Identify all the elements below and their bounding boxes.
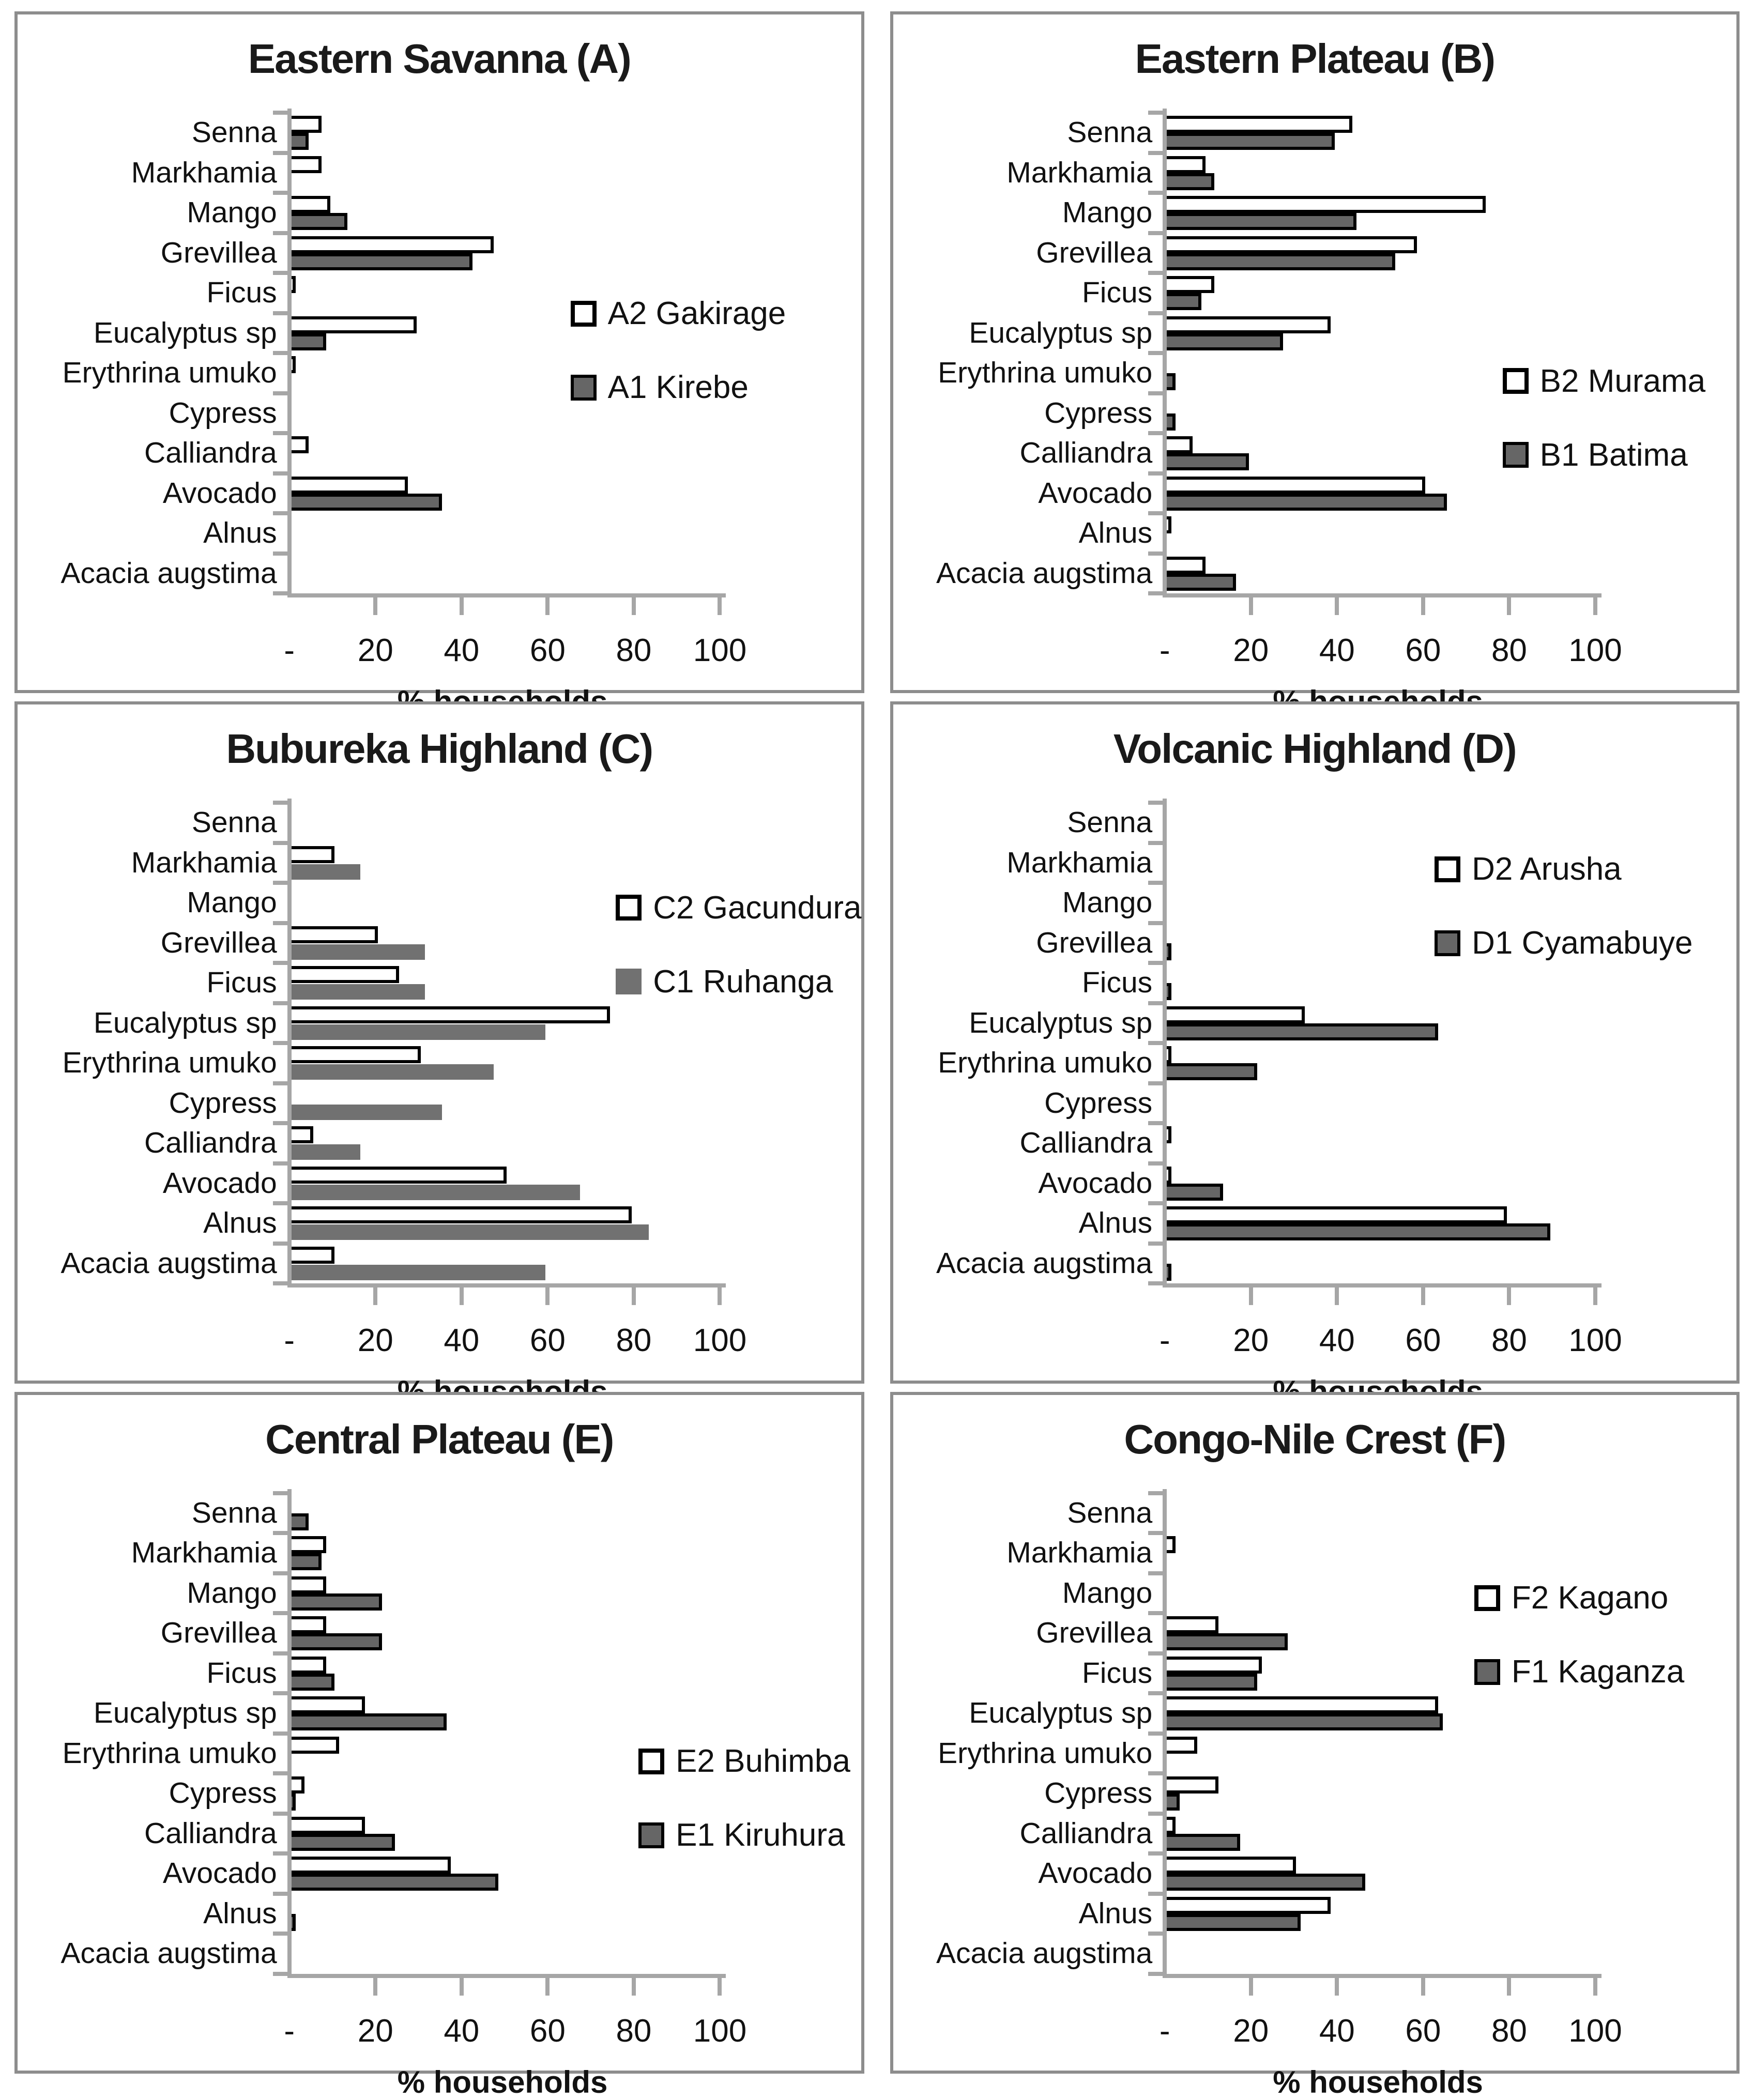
x-tick-label: 60 (529, 2013, 566, 2049)
category-label: Cypress (1044, 1086, 1153, 1120)
category-tick (1148, 1691, 1163, 1695)
x-tick (1421, 1287, 1425, 1305)
x-tick-label: 20 (1233, 1323, 1269, 1359)
legend-swatch-gray-icon (638, 1822, 664, 1848)
category-label: Erythrina umuko (938, 1736, 1153, 1770)
category-tick (1148, 311, 1163, 315)
category-label: Mango (187, 886, 277, 919)
category-tick (273, 151, 287, 155)
x-tick (1507, 1287, 1511, 1305)
x-tick (545, 597, 550, 615)
category-tick (1148, 1972, 1163, 1976)
category-label: Markhamia (1006, 846, 1153, 879)
category-axis-line (1163, 1489, 1167, 1978)
legend-label: A2 Gakirage (607, 296, 786, 332)
category-label: Ficus (206, 276, 277, 309)
legend-swatch-white-icon (638, 1749, 664, 1774)
x-tick (460, 1287, 464, 1305)
category-label: Calliandra (144, 1126, 277, 1160)
category-tick (1148, 1812, 1163, 1816)
category-tick (273, 1691, 287, 1695)
x-tick-label: - (1159, 1323, 1170, 1359)
category-label: Grevillea (1036, 926, 1153, 959)
x-tick (1421, 597, 1425, 615)
x-tick (718, 1287, 722, 1305)
chart-area (21, 113, 854, 690)
category-tick (273, 1201, 287, 1205)
legend-item (1474, 1653, 1684, 1690)
category-label: Cypress (169, 1086, 277, 1120)
legend-swatch-white-icon (1435, 856, 1460, 882)
figure-grid (14, 11, 1740, 2099)
category-label: Calliandra (144, 1816, 277, 1850)
category-label: Grevillea (160, 236, 277, 269)
x-tick (1507, 597, 1511, 615)
chart-title: Congo-Nile Crest (F) (1124, 1416, 1506, 1462)
category-tick (273, 111, 287, 115)
x-tick-label: 20 (357, 633, 393, 668)
x-tick (1249, 1978, 1253, 1996)
category-label: Senna (191, 1496, 277, 1529)
category-label: Senna (1067, 1496, 1153, 1529)
category-label: Alnus (1078, 516, 1153, 549)
category-tick (273, 311, 287, 315)
category-label: Avocado (162, 1166, 277, 1200)
plot-overlay (1159, 113, 1729, 690)
category-label: Senna (1067, 806, 1153, 839)
x-tick (632, 1287, 636, 1305)
category-label: Ficus (206, 1656, 277, 1690)
category-tick (1148, 1161, 1163, 1166)
category-tick (1148, 841, 1163, 845)
chart-area (896, 113, 1730, 690)
x-tick-label: - (284, 1323, 295, 1359)
category-label: Eucalyptus sp (93, 1696, 277, 1730)
category-tick (273, 1571, 287, 1575)
legend (638, 1743, 850, 1891)
x-tick-label: 100 (1568, 1323, 1622, 1359)
category-tick (273, 511, 287, 515)
x-tick (718, 1978, 722, 1996)
x-tick-label: 60 (529, 633, 566, 668)
chart-area (896, 803, 1730, 1380)
category-tick (273, 1001, 287, 1005)
category-tick (273, 351, 287, 355)
category-tick (273, 1241, 287, 1246)
x-tick (545, 1287, 550, 1305)
legend (1474, 1580, 1684, 1727)
category-label: Acacia augstima (60, 1937, 277, 1970)
category-label: Avocado (1038, 1166, 1153, 1200)
category-label: Cypress (169, 1776, 277, 1810)
category-tick (1148, 351, 1163, 355)
legend-item (571, 295, 786, 332)
category-label: Acacia augstima (936, 556, 1153, 590)
plot-overlay (284, 1493, 854, 2099)
plot-overlay (1159, 1493, 1729, 2099)
x-tick-label: 100 (693, 633, 747, 668)
chart-title: Eastern Plateau (B) (1135, 36, 1495, 82)
x-tick (1335, 1978, 1339, 1996)
x-tick (373, 1978, 377, 1996)
category-tick (273, 1972, 287, 1976)
category-tick (1148, 471, 1163, 476)
chart-title: Eastern Savanna (A) (248, 36, 631, 82)
category-label: Mango (187, 196, 277, 229)
category-tick (1148, 1281, 1163, 1285)
category-label: Avocado (1038, 476, 1153, 510)
x-tick (1335, 1287, 1339, 1305)
category-tick (1148, 191, 1163, 195)
category-label: Alnus (1078, 1896, 1153, 1930)
category-tick (1148, 1201, 1163, 1205)
category-axis-line (1163, 109, 1167, 597)
legend (616, 890, 861, 1037)
x-tick-label: - (1159, 633, 1170, 668)
x-tick (1507, 1978, 1511, 1996)
category-label: Grevillea (160, 1616, 277, 1650)
legend-label: E1 Kiruhura (676, 1817, 845, 1853)
x-tick-label: 80 (616, 2013, 652, 2049)
category-tick (273, 1531, 287, 1535)
x-tick-label: 80 (1491, 633, 1527, 668)
x-tick-label: 60 (1405, 633, 1441, 668)
category-tick (273, 921, 287, 925)
category-label: Ficus (1081, 276, 1153, 309)
chart-panel-f (890, 1392, 1740, 2099)
chart-panel-a (14, 11, 864, 693)
x-tick (1335, 597, 1339, 615)
legend-swatch-gray-icon (1474, 1659, 1500, 1685)
x-tick-label: 60 (529, 1323, 566, 1359)
category-label: Calliandra (144, 436, 277, 469)
legend-item (1503, 363, 1705, 400)
category-tick (273, 1041, 287, 1045)
legend-swatch-white-icon (1503, 368, 1529, 394)
category-label: Avocado (162, 1857, 277, 1890)
x-tick-label: 40 (1319, 1323, 1355, 1359)
x-tick (718, 597, 722, 615)
category-tick (273, 1812, 287, 1816)
category-tick (273, 551, 287, 556)
x-tick-label: 20 (357, 2013, 393, 2049)
category-tick (273, 271, 287, 275)
x-tick-label: 40 (1319, 2013, 1355, 2049)
x-axis-title: % households (1273, 2064, 1483, 2099)
category-label: Eucalyptus sp (93, 316, 277, 349)
x-tick-label: 40 (444, 2013, 480, 2049)
category-tick (1148, 551, 1163, 556)
category-label: Acacia augstima (936, 1246, 1153, 1280)
category-label: Alnus (203, 1206, 277, 1240)
legend-label: A1 Kirebe (607, 370, 749, 406)
category-label: Eucalyptus sp (93, 1006, 277, 1039)
category-label: Avocado (162, 476, 277, 510)
category-tick (1148, 111, 1163, 115)
category-tick (273, 1892, 287, 1896)
category-label: Eucalyptus sp (969, 316, 1153, 349)
category-tick (1148, 1081, 1163, 1085)
value-axis-line (287, 1283, 726, 1287)
x-tick (1421, 1978, 1425, 1996)
category-tick (1148, 151, 1163, 155)
x-tick-label: 100 (1568, 2013, 1622, 2049)
legend-label: B1 Batima (1539, 437, 1688, 473)
category-label: Ficus (206, 966, 277, 1000)
legend (1435, 851, 1692, 999)
category-tick (1148, 1851, 1163, 1856)
x-tick-label: 40 (1319, 633, 1355, 668)
category-tick (273, 1932, 287, 1936)
category-label: Senna (191, 806, 277, 839)
category-tick (1148, 431, 1163, 435)
value-axis-line (1163, 1283, 1602, 1287)
category-label: Erythrina umuko (62, 1736, 277, 1770)
category-tick (1148, 511, 1163, 515)
category-label: Cypress (1044, 396, 1153, 430)
plot-overlay (284, 803, 862, 1380)
x-tick (1593, 597, 1597, 615)
legend-swatch-gray-icon (1503, 442, 1529, 468)
category-label: Alnus (1078, 1206, 1153, 1240)
category-tick (273, 1121, 287, 1125)
chart-area (21, 803, 862, 1380)
x-tick-label: 60 (1405, 1323, 1441, 1359)
category-label: Eucalyptus sp (969, 1006, 1153, 1039)
category-tick (1148, 591, 1163, 595)
category-tick (273, 1731, 287, 1736)
legend-label: C1 Ruhanga (653, 963, 833, 1000)
category-axis-line (287, 1489, 292, 1978)
value-axis-line (287, 593, 726, 597)
x-tick-label: 80 (1491, 1323, 1527, 1359)
category-label: Markhamia (131, 846, 277, 879)
category-tick (273, 1081, 287, 1085)
category-tick (1148, 1491, 1163, 1495)
category-label: Grevillea (1036, 1616, 1153, 1650)
x-tick-label: 100 (1568, 633, 1622, 668)
category-tick (1148, 391, 1163, 395)
category-tick (273, 1851, 287, 1856)
category-label: Eucalyptus sp (969, 1696, 1153, 1730)
legend-label: D2 Arusha (1472, 851, 1622, 887)
category-tick (273, 191, 287, 195)
x-tick-label: 80 (1491, 2013, 1527, 2049)
category-label: Erythrina umuko (938, 356, 1153, 389)
category-label: Markhamia (131, 1536, 277, 1570)
legend-swatch-white-icon (1474, 1585, 1500, 1611)
category-label: Acacia augstima (936, 1937, 1153, 1970)
legend (571, 295, 786, 443)
plot-overlay (1159, 803, 1729, 1380)
category-tick (273, 431, 287, 435)
category-label: Erythrina umuko (62, 356, 277, 389)
category-label: Calliandra (1019, 1816, 1153, 1850)
legend-swatch-gray-icon (1435, 930, 1460, 956)
x-tick-label: 40 (444, 633, 480, 668)
category-label: Markhamia (1006, 1536, 1153, 1570)
x-tick (1249, 597, 1253, 615)
category-label: Grevillea (160, 926, 277, 959)
category-tick (273, 841, 287, 845)
legend-label: B2 Murama (1539, 363, 1706, 399)
chart-panel-b (890, 11, 1740, 693)
x-tick (1593, 1978, 1597, 1996)
legend-swatch-white-icon (616, 895, 642, 921)
category-label: Cypress (1044, 1776, 1153, 1810)
plot-overlay (284, 113, 854, 690)
category-tick (1148, 271, 1163, 275)
x-tick (632, 597, 636, 615)
x-tick (545, 1978, 550, 1996)
legend-item (1435, 925, 1692, 961)
legend-swatch-gray-icon (616, 969, 642, 994)
category-tick (273, 1651, 287, 1656)
category-tick (1148, 961, 1163, 965)
value-axis-line (1163, 1974, 1602, 1978)
chart-panel-e (14, 1392, 864, 2099)
category-tick (1148, 1531, 1163, 1535)
category-label: Avocado (1038, 1857, 1153, 1890)
x-tick-label: 80 (616, 633, 652, 668)
x-tick (632, 1978, 636, 1996)
category-tick (1148, 1771, 1163, 1775)
category-label: Calliandra (1019, 436, 1153, 469)
x-tick-label: - (284, 2013, 295, 2049)
category-tick (273, 1161, 287, 1166)
category-label: Ficus (1081, 1656, 1153, 1690)
category-axis-line (287, 109, 292, 597)
category-tick (273, 391, 287, 395)
category-label: Alnus (203, 516, 277, 549)
category-tick (273, 231, 287, 235)
category-tick (273, 1491, 287, 1495)
category-label: Cypress (169, 396, 277, 430)
category-tick (1148, 1731, 1163, 1736)
x-tick (460, 597, 464, 615)
x-tick-label: 100 (693, 1323, 747, 1359)
category-tick (273, 471, 287, 476)
legend-item (1503, 437, 1705, 473)
chart-area (21, 1493, 854, 2099)
category-tick (273, 591, 287, 595)
chart-title: Central Plateau (E) (265, 1416, 614, 1462)
value-axis-line (1163, 593, 1602, 597)
category-tick (1148, 921, 1163, 925)
chart-title: Bubureka Highland (C) (226, 726, 653, 772)
x-tick-label: 40 (444, 1323, 480, 1359)
category-tick (1148, 1932, 1163, 1936)
category-tick (1148, 1611, 1163, 1615)
x-tick (1249, 1287, 1253, 1305)
category-label: Calliandra (1019, 1126, 1153, 1160)
category-tick (273, 881, 287, 885)
category-label: Erythrina umuko (62, 1046, 277, 1080)
legend-item (638, 1743, 850, 1780)
category-tick (1148, 1892, 1163, 1896)
category-label: Senna (191, 116, 277, 149)
legend-label: C2 Gacundura (653, 890, 862, 926)
legend (1503, 363, 1705, 511)
x-tick (460, 1978, 464, 1996)
legend-item (616, 963, 861, 1000)
x-tick-label: 80 (616, 1323, 652, 1359)
x-tick-label: 20 (1233, 633, 1269, 668)
category-label: Senna (1067, 116, 1153, 149)
legend-item (571, 369, 786, 406)
category-tick (1148, 231, 1163, 235)
legend-label: F1 Kaganza (1511, 1654, 1685, 1690)
value-axis-line (287, 1974, 726, 1978)
category-label: Markhamia (1006, 156, 1153, 189)
category-tick (1148, 1241, 1163, 1246)
category-tick (273, 1771, 287, 1775)
chart-panel-c (14, 701, 864, 1383)
category-axis-line (1163, 799, 1167, 1287)
x-tick-label: - (284, 633, 295, 668)
category-label: Markhamia (131, 156, 277, 189)
category-tick (273, 1281, 287, 1285)
x-tick-label: 100 (693, 2013, 747, 2049)
category-tick (273, 801, 287, 805)
legend-swatch-white-icon (571, 301, 597, 327)
category-tick (1148, 1121, 1163, 1125)
x-tick (373, 597, 377, 615)
category-tick (273, 1611, 287, 1615)
x-tick-label: 60 (1405, 2013, 1441, 2049)
category-axis-line (287, 799, 292, 1287)
category-label: Erythrina umuko (938, 1046, 1153, 1080)
legend-item (1474, 1580, 1684, 1616)
category-tick (1148, 881, 1163, 885)
category-tick (1148, 1001, 1163, 1005)
legend-item (638, 1817, 850, 1853)
legend-label: E2 Buhimba (676, 1743, 850, 1780)
category-tick (1148, 1571, 1163, 1575)
chart-area (896, 1493, 1730, 2099)
x-tick-label: 20 (357, 1323, 393, 1359)
category-label: Mango (187, 1576, 277, 1610)
category-label: Acacia augstima (60, 1246, 277, 1280)
category-label: Ficus (1081, 966, 1153, 1000)
legend-item (616, 890, 861, 926)
category-label: Acacia augstima (60, 556, 277, 590)
category-label: Mango (1062, 886, 1153, 919)
category-label: Mango (1062, 1576, 1153, 1610)
category-label: Mango (1062, 196, 1153, 229)
x-tick (1593, 1287, 1597, 1305)
x-tick (373, 1287, 377, 1305)
x-axis-title: % households (397, 2064, 608, 2099)
legend-label: D1 Cyamabuye (1472, 925, 1693, 961)
category-label: Alnus (203, 1896, 277, 1930)
category-tick (1148, 1651, 1163, 1656)
legend-label: F2 Kagano (1511, 1580, 1669, 1616)
category-tick (1148, 801, 1163, 805)
x-tick-label: - (1159, 2013, 1170, 2049)
chart-title: Volcanic Highland (D) (1113, 726, 1516, 772)
category-tick (273, 961, 287, 965)
category-tick (1148, 1041, 1163, 1045)
category-label: Grevillea (1036, 236, 1153, 269)
x-tick-label: 20 (1233, 2013, 1269, 2049)
legend-item (1435, 851, 1692, 887)
chart-panel-d (890, 701, 1740, 1383)
legend-swatch-gray-icon (571, 375, 597, 401)
